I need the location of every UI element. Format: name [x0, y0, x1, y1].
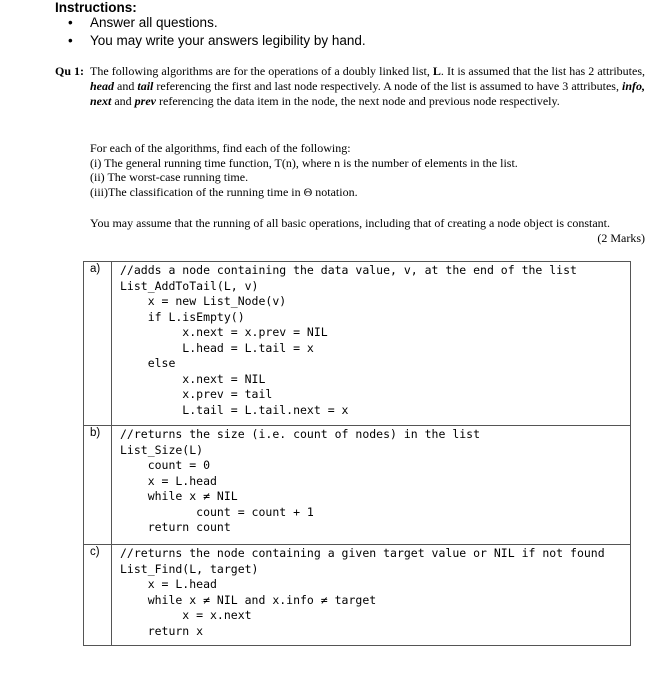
instruction-text: Answer all questions. [90, 15, 218, 30]
code-block: //adds a node containing the data value, v, at the end of the list List_AddToTail(L, v) x = new List_Node(v) if L.isEmpty() x.next = x.prev = NIL L.head = L.tail = x else x.next = NIL x.prev = tail L.tail = L.tail.next = x [120, 263, 577, 417]
bullet-dot: • [68, 15, 73, 30]
bullet-dot: • [68, 33, 73, 48]
row-label: b) [90, 427, 101, 439]
question-intro: The following algorithms are for the operations of a doubly linked list, L. It is assumed that the list has 2 attributes, head and tail referencing the first and last node respectively. A node of the list is assumed to have 3 attributes, info, next and prev referencing the data item in the node, the next node and previous node respectively. [90, 64, 646, 108]
task-item: (iii)The classification of the running time in Θ notation. [90, 184, 358, 199]
task-item: (ii) The worst-case running time. [90, 170, 249, 184]
assumption-text: You may assume that the running of all basic operations, including that of creating a node object is constant. [90, 216, 610, 230]
algorithm-row-c [84, 544, 630, 648]
instruction-bullet [68, 15, 218, 30]
code-block: //returns the node containing a given target value or NIL if not found List_Find(L, target) x = L.head while x ≠ NIL and x.info ≠ target x = x.next return x [120, 546, 605, 638]
assumption-note [90, 216, 645, 245]
instructions-title: Instructions: [55, 0, 137, 15]
algorithm-row-a [84, 262, 630, 425]
algorithm-row-b [84, 425, 630, 545]
question-block [55, 64, 645, 109]
task-list [90, 141, 645, 199]
row-label: a) [90, 263, 101, 275]
instruction-bullet [68, 33, 366, 48]
code-block: //returns the size (i.e. count of nodes) in the list List_Size(L) count = 0 x = L.head while x ≠ NIL count = count + 1 return count [120, 427, 481, 534]
question-number: Qu 1: [55, 64, 85, 78]
task-intro: For each of the algorithms, find each of the following: [90, 141, 351, 155]
task-item: (i) The general running time function, T(n), where n is the number of elements in the list. [90, 155, 518, 170]
marks-label: (2 Marks) [597, 231, 645, 245]
row-label: c) [90, 546, 100, 558]
algorithms-table [83, 261, 631, 646]
instruction-text: You may write your answers legibility by hand. [90, 33, 366, 48]
